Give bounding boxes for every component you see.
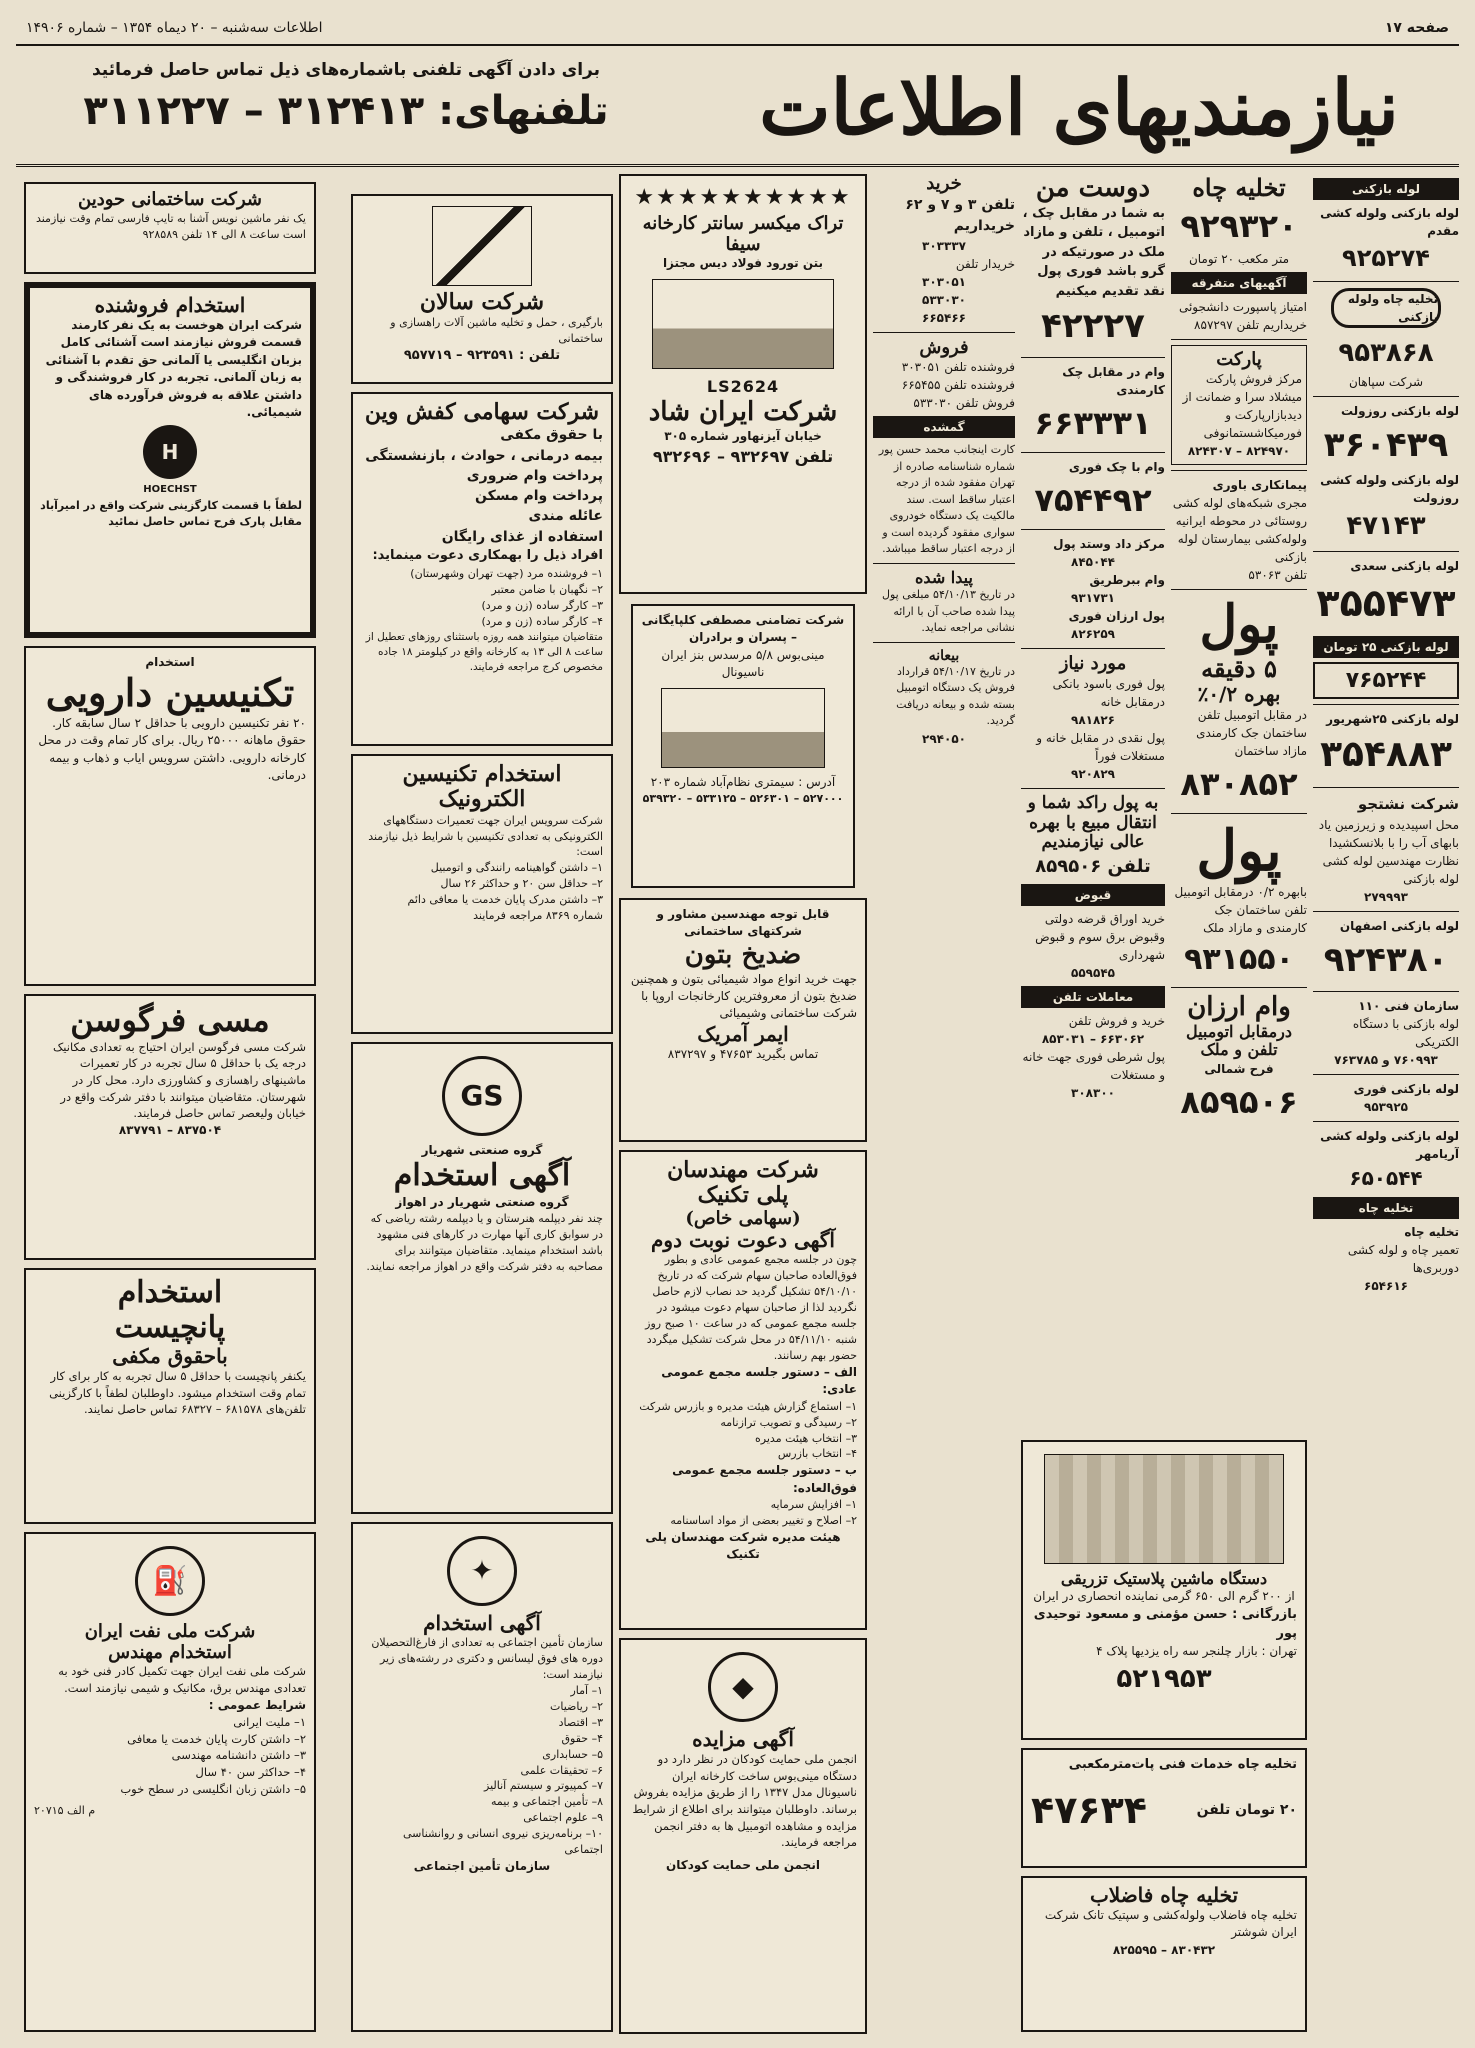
roosevelt-title: لوله بازکنی روزولت (1340, 404, 1459, 418)
pit1-phone: ۹۲۹۳۲۰ (1180, 206, 1298, 245)
agenda-item: ۲– اصلاح و تغییر بعضی از مواد اساسنامه (670, 1514, 857, 1528)
shahryar-sub: گروه صنعتی شهریار در اهواز (395, 1194, 569, 1209)
crane-ad (351, 194, 613, 384)
fanni-phone: ۷۶۰۹۹۳ و ۷۶۳۷۸۵ (1334, 1052, 1438, 1067)
roosevelt-phone: ۳۶۰۴۳۹ (1323, 425, 1449, 465)
masthead-rule (16, 164, 1459, 167)
sales-foot: لطفاً با قسمت کارگزینی شرکت واقع در امیرآباد مقابل پارک فرح تماس حاصل نمائید (40, 498, 302, 528)
shoe-note: متقاضیان میتوانند همه روزه باستثنای روزهای تعطیل از ساعت ۸ الی ۱۳ به کارخانه واقع در کیلومتر ۱۸ جاده مخصوص کرج مراجعه فرمایند. (365, 630, 603, 674)
column-phones (873, 174, 1015, 1594)
lost-body: کارت اینجانب محمد حسن پور شماره شناسنامه صادره از تهران مفقود شده از درجه اعتبار ساقط است. سند مالکیت یک دستگاه خودروی سواری مفقود گردیده است و از درجه اعتبار ساقط میباشد. (878, 443, 1015, 556)
hoodin-title: شرکت ساختمانی حودین (78, 189, 262, 210)
needed-body: پول فوری باسود بانکی درمقابل خانه (1052, 677, 1165, 710)
pit-phone: ۹۵۳۸۶۸ (1338, 338, 1434, 368)
mixer-sub: بتن تورود فولاد دیس مجتزا (662, 256, 824, 271)
poly-agenda1-list (629, 1399, 857, 1463)
deeds-tag: قبوض (1021, 884, 1165, 906)
idle-title: به پول راکد شما و انتقال مبیع با بهره عالی نیازمندیم (1027, 793, 1159, 853)
money2-title: پول (1196, 817, 1282, 884)
field-item: ۵– حسابداری (542, 1747, 603, 1761)
saadi-title: لوله بازکنی سعدی (1350, 559, 1459, 573)
oil-title: استخدام مهندس (108, 1641, 232, 1663)
center-phone: ۸۴۵۰۴۴ (1071, 555, 1115, 570)
agenda-item: ۴– انتخاب بازرس (777, 1447, 857, 1461)
pit1-title: تخلیه چاه (1192, 174, 1286, 202)
requirement-item: ۲– داشتن کارت پایان خدمت یا معافی (127, 1731, 306, 1746)
tech-title: استخدام تکنیسین الکترونیک (402, 761, 562, 813)
oil-req: شرایط عمومی : (208, 1697, 306, 1712)
benefit-line: با حقوق مکفی (500, 427, 603, 444)
contact-phones: تلفنهای: ۳۱۲۴۱۳ – ۳۱۱۲۲۷ (83, 88, 609, 134)
column-loans-b (1021, 174, 1165, 1434)
parquet-phones: ۸۲۴۹۷۰ – ۸۲۴۳۰۷ (1187, 444, 1291, 459)
social-emblem: ✦ (447, 1536, 517, 1606)
benefit-line: پرداخت وام مسکن (474, 488, 603, 505)
mixer-ad (619, 174, 867, 594)
shoe-title: شرکت سهامی کفش وین (364, 399, 600, 425)
buy3-phone: ۵۳۳۰۳۰ (922, 292, 966, 307)
pitservice-phone: ۴۷۶۳۴ (1031, 1787, 1147, 1832)
isfahan-phone: ۹۲۴۳۸۰ (1323, 939, 1449, 980)
isfahan-title: لوله بازکنی اصفهان (1339, 918, 1459, 933)
loan-note: فرح شمالی (1204, 1061, 1274, 1076)
well-body: تعمیر چاه و لوله کشی دوربری‌ها (1347, 1242, 1459, 1275)
mixer-address: خیابان آیزنهاور شماره ۳۰۵ (664, 428, 822, 443)
agenda-item: ۱– افزایش سرمایه (770, 1498, 857, 1512)
tehran-phone: ۷۶۵۲۴۴ (1313, 662, 1459, 699)
pit-note: شرکت سپاهان (1348, 375, 1424, 389)
field-item: ۹– علوم اجتماعی (523, 1811, 603, 1825)
crane-title: شرکت سالان (419, 289, 545, 315)
poly-title: شرکت مهندسان (667, 1157, 819, 1183)
mixer-image (652, 279, 834, 369)
fouri-title: لوله بازکنی فوری (1353, 1081, 1459, 1096)
sell1: فروشنده تلفن ۳۰۳۰۵۱ (901, 360, 1015, 375)
requirement-item: ۵– داشتن زبان انگلیسی در سطح خوب (120, 1781, 306, 1796)
sales-title: استخدام فروشنده (94, 293, 246, 317)
phone2-phone: ۳۰۸۳۰۰ (1071, 1085, 1115, 1100)
deeds-body: خرید اوراق قرضه دولتی وقبوض برق سوم و قبوض شهرداری (1035, 911, 1165, 962)
bus-address: آدرس : سیمتری نظام‌آباد شماره ۲۰۳ (650, 774, 836, 789)
column-pipes (1313, 174, 1459, 1624)
bus-ad (631, 604, 855, 888)
bus-body: مینی‌بوس ۵/۸ مرسدس بنز ایران ناسیونال (661, 647, 825, 680)
hoechst-ad (24, 282, 316, 638)
crane-phone: تلفن : ۹۲۳۵۹۱ – ۹۵۷۷۱۹ (403, 348, 561, 364)
fouri-loan-phone: ۷۵۴۴۹۲ (1034, 481, 1152, 520)
poly-agenda2: ب – دستور جلسه مجمع عمومی فوق‌العاده: (672, 1463, 857, 1495)
shahryar-brand: گروه صنعتی شهریار (421, 1143, 543, 1157)
phone-tag: معاملات تلفن (1021, 986, 1165, 1008)
concrete-phone: تماس بگیرید ۴۷۶۵۳ و ۸۳۷۲۹۷ (667, 1046, 819, 1061)
mixer-dealer: شرکت ایران شاد (648, 396, 838, 427)
loan-phone: ۸۵۹۵۰۶ (1180, 1082, 1298, 1121)
sales-brand: HOECHST (143, 484, 197, 496)
concrete-body: جهت خرید انواع مواد شیمیائی بتون و همچنین ضدیخ بتون از معروفترین کارخانجات اروپا با شرکت ساختمانی وشیمیائی (630, 971, 857, 1021)
field-item: ۷– کمپیوتر و سیستم آنالیز (484, 1779, 603, 1793)
tech-ad (351, 754, 613, 1034)
money2-body: بابهره ۰/۲ درمقابل اتومبیل تلفن ساختمان جک کارمندی و مازاد ملک (1174, 885, 1307, 936)
field-item: ۴– حقوق (561, 1731, 603, 1745)
poly-body: چون در جلسه مجمع عمومی عادی و بطور فوق‌العاده صاحبان سهام شرکت که در تاریخ ۵۴/۱۰/۱۰ تشکیل گردید حد نصاب لازم حاصل نگردید لذا از صاحبان سهام دعوت میشود در جلسه مجمع عمومی که در ساعت ۱۰ صبح روز شنبه ۵۴/۱۱/۱۰ در محل شرکت تشکیل میگردد حضور بهم رسانند. (645, 1253, 857, 1362)
shahryar-ad (351, 1042, 613, 1514)
machine-address: تهران : بازار چلنجر سه راه یزدیها پلاک ۴ (1096, 1644, 1297, 1659)
misc-tag: آگهیهای متفرقه (1171, 272, 1307, 294)
lowrate-title: وام ببرطریق (1089, 573, 1165, 588)
cheque-title: وام در مقابل چک کارمندی (1062, 365, 1165, 398)
cheap-title: پول ارزان فوری (1068, 609, 1165, 624)
social-body: سازمان تأمین اجتماعی به تعدادی از فارغ‌التحصیلان دوره های فوق لیسانس و دکتری در رشته‌های زیر نیازمند است: (371, 1636, 603, 1681)
shoe-call: افراد ذیل را بهمکاری دعوت مینماید: (372, 548, 603, 564)
concrete-brand: ایمر آمریک (697, 1021, 789, 1046)
loan-body: درمقابل اتومبیل تلفن و ملک (1185, 1021, 1293, 1060)
benefit-line: استفاده از غذای رایگان (441, 528, 603, 545)
column-loans-a (1171, 174, 1307, 1284)
oil-items (34, 1714, 306, 1797)
phone2-body: پول شرطی فوری جهت خانه و مستغلات (1022, 1049, 1165, 1082)
buy4-phone: ۶۶۵۴۶۶ (922, 310, 966, 325)
page-number: صفحه ۱۷ (1384, 20, 1449, 36)
field-item: ۳– اقتصاد (558, 1715, 603, 1729)
parquet-body: مرکز فروش پارکت میشلاد سرا و ضمانت از دیدبازارپارکت و فورمیکاشستمانوفی (1182, 372, 1302, 441)
crane-image (432, 206, 532, 286)
pharma-ad (24, 646, 316, 986)
social-ad (351, 1522, 613, 2032)
buy2-phone: ۳۰۳۰۵۱ (922, 274, 966, 289)
well-phone: ۶۵۴۶۱۶ (1364, 1278, 1408, 1293)
machine-ad (1021, 1440, 1307, 1740)
concrete-ad (619, 898, 867, 1142)
shahrivar-phone: ۳۵۴۸۸۳ (1320, 734, 1452, 775)
money-phone: ۸۳۰۸۵۲ (1180, 764, 1298, 803)
benefit-line: عائله مندی (528, 508, 603, 525)
field-item: ۸– تأمین اجتماعی و بیمه (491, 1795, 603, 1809)
job-item: ۲– نگهبان با ضامن معتبر (491, 582, 603, 596)
contact-line: برای دادن آگهی تلفنی باشماره‌های ذیل تماس حاصل فرمائید (91, 60, 601, 80)
massey-phone: ۸۳۷۵۰۴ – ۸۳۷۷۹۱ (118, 1123, 222, 1138)
student-phone: ۲۷۹۹۹۳ (1364, 889, 1408, 904)
punch-ad (24, 1268, 316, 1524)
friend-phone: ۴۲۲۲۷ (1041, 306, 1145, 347)
pitservice-price: ۲۰ تومان تلفن (1196, 1802, 1297, 1819)
tech-items (361, 860, 603, 908)
pit-badge: تخلیه چاه ولوله بازکنی (1331, 288, 1441, 328)
lowrate-phone: ۹۳۱۷۳۱ (1071, 591, 1115, 606)
concrete-head: قابل توجه مهندسین مشاور و شرکتهای ساختمانی (656, 907, 830, 939)
crane-body: بارگیری ، حمل و تخلیه ماشین آلات راهسازی و ساختمانی (390, 316, 603, 346)
phone-phones: ۶۶۳۰۶۲ – ۸۵۳۰۳۱ (1041, 1031, 1145, 1046)
center-title: مرکز داد وستد پول (1053, 537, 1165, 552)
requirement-item: ۲– حداقل سن ۲۰ و حداکثر ۲۶ سال (440, 877, 603, 891)
needed-title: مورد نیاز (1059, 653, 1127, 675)
massey-ad (24, 994, 316, 1260)
fouri-loan-title: وام با چک فوری (1068, 460, 1165, 475)
oil-body: شرکت ملی نفت ایران جهت تکمیل کادر فنی خود به تعدادی مهندس برق، مکانیک و شیمی نیازمند است. (58, 1664, 306, 1696)
found-body: در تاریخ ۵۴/۱۰/۱۳ مبلغی پول پیدا شده صاحب آن با ارائه نشانی مراجعه نماید. (881, 588, 1015, 635)
punch-body: یکنفر پانچیست با حداقل ۵ سال تجربه به کار برای کار تمام وقت استخدام میشود. داوطلبان لطفاً با کارگزینی تلفن‌های ۶۸۱۵۷۸ – ۶۸۳۲۷ تماس حاصل نمایند. (49, 1369, 306, 1417)
polytechnic-ad (619, 1150, 867, 1630)
field-item: ۱– آمار (570, 1683, 603, 1697)
social-sign: سازمان تأمین اجتماعی (413, 1859, 551, 1874)
pharma-head: استخدام (145, 655, 195, 669)
notice-tag: بیعانه (928, 647, 960, 664)
mixer-model: LS2624 (706, 376, 780, 396)
well-title: تخلیه چاه (1404, 1224, 1459, 1239)
hoodin-ad (24, 182, 316, 274)
page-header (16, 12, 1459, 46)
auction-ad (619, 1638, 867, 2034)
oil-sign: م الف ۲۰۷۱۵ (34, 1804, 96, 1818)
bus-image (661, 688, 824, 768)
aryamehr-title: لوله بازکنی ولوله کشی آریامهر (1320, 1128, 1459, 1161)
poly-agenda1: الف – دستور جلسه مجمع عمومی عادی: (661, 1364, 857, 1397)
requirement-item: ۳– داشتن مدرک پایان خدمت یا معافی دائم (407, 893, 603, 907)
shahryar-logo: GS (442, 1056, 522, 1136)
oil-emblem: ⛽ (135, 1546, 205, 1616)
poly-head: آگهی دعوت نوبت دوم (651, 1228, 835, 1253)
misc-ad: امتیاز پاسپورت دانشجوئی خریداریم تلفن ۸۵۷۲۹۷ (1178, 299, 1307, 332)
sewer-title: تخلیه چاه فاضلاب (1089, 1883, 1239, 1907)
sell3: فروش تلفن ۵۳۳۰۳۰ (913, 396, 1015, 411)
mixer-stars: ★★★★★★★★★★ (634, 185, 852, 210)
agenda-item: ۳– انتخاب هیئت مدیره (755, 1431, 857, 1445)
found-tag: پیدا شده (915, 567, 973, 587)
friend-title: دوست من (1035, 174, 1151, 203)
machine-agents: بازرگانی : حسن مؤمنی و مسعود توحیدی پور (1033, 1606, 1297, 1641)
sales-body: شرکت ایران هوخست به یک نفر کارمند قسمت فروش نیازمند است آشنائی کامل بزبان انگلیسی یا آلمانی حق تقدم با آشنائی به زبان آلمانی. تجربه در کار فروشندگی و داشتن علاقه به فروش فرآورده های شیمیائی. (45, 318, 302, 419)
buy-head: خرید (926, 174, 962, 194)
notice-body: در تاریخ ۵۴/۱۰/۱۷ قرارداد فروش یک دستگاه اتومبیل بسته شده و بیعانه دریافت گردید. (896, 664, 1015, 728)
field-item: ۱۰– برنامه‌ریزی نیروی انسانی و روانشناسی اجتماعی (402, 1827, 603, 1857)
hoechst-logo: H (143, 425, 197, 479)
field-item: ۶– تحقیقات علمی (520, 1763, 603, 1777)
shoe-items (361, 566, 603, 630)
tech-phone: شماره ۸۳۶۹ مراجعه فرمایند (473, 909, 603, 923)
job-item: ۳– کارگر ساده (زن و مرد) (481, 598, 603, 612)
shahryar-body: چند نفر دیپلمه هنرستان و یا دیپلمه رشته ریاضی که در سوابق کاری آنها مهارت در کارهای فنی مشهود باشد استخدام مینماید. متقاضیان میتوانند برای مصاحبه به دفتر شرکت واقع در اهواز مراجعه نمایند. (366, 1212, 603, 1274)
cheque-phone: ۶۶۳۳۳۱ (1034, 404, 1152, 443)
massey-body: شرکت مسی فرگوسن ایران احتیاج به تعدادی مکانیک درجه یک با حداقل ۵ سال تجربه در کار تعمیرات ماشینهای راهسازی و کشاورزی دارد. محل کار در شهرستان. متقاضیان میتوانند با دفتر شرکت واقع در خیابان ولیعصر تماس حاصل فرمایند. (53, 1039, 306, 1121)
tech-body: شرکت سرویس ایران جهت تعمیرات دستگاههای الکترونیکی به تعدادی تکنیسین با شرایط ذیل نیازمند است: (368, 813, 603, 859)
buy2-text: خریدار تلفن (955, 256, 1015, 271)
shahryar-title: آگهی استخدام (393, 1158, 571, 1194)
child-protection-emblem: ◆ (708, 1652, 778, 1722)
sewer-ad (1021, 1876, 1307, 2032)
poly-type: (سهامی خاص) (685, 1207, 801, 1229)
masthead-title: نیازمندیهای اطلاعات (759, 62, 1399, 152)
social-items (361, 1683, 603, 1858)
agenda-item: ۱– استماع گزارش هیئت مدیره و بازرس شرکت (639, 1399, 857, 1413)
concrete-title: ضدیخ بتون (684, 939, 802, 970)
cheque2-body: پول نقدی در مقابل خانه و مستغلات فوراً (1036, 731, 1165, 764)
sell-head: فروش (919, 336, 969, 358)
auction-title: آگهی مزایده (692, 1727, 794, 1751)
pipe-phone: ۹۲۵۲۷۴ (1342, 244, 1430, 272)
pit1-note: متر مکعب ۲۰ تومان (1188, 251, 1290, 266)
poly-agenda2-list (629, 1497, 857, 1529)
shoe-ad (351, 392, 613, 746)
job-item: ۴– کارگر ساده (زن و مرد) (481, 614, 603, 628)
fanni-body: لوله بازکنی با دستگاه الکتریکی (1352, 1016, 1459, 1049)
pharma-title: تکنیسین دارویی (45, 670, 295, 716)
notice-phone: ۲۹۴۰۵۰ (922, 731, 966, 746)
sewer-body: تخلیه چاه فاضلاب ولوله‌کشی و سپتیک تانک شرکت ایران شوشتر (1044, 1908, 1297, 1940)
pipe-title: لوله بازکنی ولوله کشی مقدم (1320, 206, 1459, 238)
oil-brand: شرکت ملی نفت ایران (84, 1621, 256, 1642)
contact-block (26, 60, 666, 160)
bus-title: شرکت تضامنی مصطفی کلپایگانی – پسران و برادران (641, 613, 845, 645)
saadi-phone: ۳۵۵۴۷۳ (1316, 581, 1456, 625)
money-rate: بهره ۰/۲٪ (1197, 681, 1281, 706)
student-body: محل اسپیدیده و زیرزمین یاد بابهای آب را با بلانسکشیدا نظارت مهندسین لوله کشی لوله بازکنی (1318, 817, 1459, 886)
field-item: ۲– ریاضیات (549, 1699, 603, 1713)
poly-sign: هیئت مدیره شرکت مهندسان پلی تکنیک (645, 1530, 841, 1562)
contractor-title: پیمانکاری باوری (1212, 478, 1307, 493)
machine-phone: ۵۲۱۹۵۳ (1116, 1663, 1212, 1694)
mixer-title: تراک میکسر سانتر کارخانه سیفا (642, 212, 844, 255)
requirement-item: ۳– داشتن دانشنامه مهندسی (171, 1748, 306, 1763)
oil-ad (24, 1532, 316, 2032)
punch-title: پانچیست (114, 1309, 226, 1345)
cheque2-phone: ۹۲۰۸۲۹ (1071, 767, 1115, 782)
sewer-phone: ۸۳۰۴۳۲ – ۸۲۵۵۹۵ (1112, 1942, 1216, 1957)
shahrivar-title: لوله بازکنی ۲۵شهریور (1326, 712, 1459, 726)
punch-sub: باحقوق مکفی (112, 1344, 228, 1368)
friend-body: به شما در مقابل چک ، اتومبیل ، تلفن و مازاد ملک در صورتیکه در گرو باشد فوری پول نقد تقدیم میکنیم (1022, 205, 1165, 299)
newspaper-page (16, 12, 1459, 2036)
contractor-body: مجری شبکه‌های لوله کشی روستائی در محوطه ایرانیه ولوله‌کشی بیمارستان لوله بازکنی (1172, 496, 1307, 565)
money-title: پول (1199, 594, 1279, 656)
pitservice-title: تخلیه چاه خدمات فنی پات‌مترمکعبی (1068, 1757, 1297, 1772)
cheap-phone: ۸۲۶۲۵۹ (1071, 627, 1115, 642)
machine-image (1044, 1454, 1283, 1564)
shoe-benefits (361, 425, 603, 547)
auction-body: انجمن ملی حمایت کودکان در نظر دارد دو دستگاه مینی‌بوس ساخت کارخانه ایران ناسیونال مدل ۱۳۴۷ را از طریق مزایده بفروش برساند. داوطلبان میتوانند برای اطلاع از شرایط مزایده و مشاهده اتومبیل ها به دفتر انجمن مراجعه فرمایند. (632, 1752, 857, 1850)
machine-title: دستگاه ماشین پلاستیک تزریقی (1060, 1569, 1268, 1588)
auction-sign: انجمن ملی حمایت کودکان (666, 1858, 820, 1873)
bus-phone: ۵۲۷۰۰۰ – ۵۲۶۳۰۱ – ۵۳۳۱۲۵ – ۵۳۹۳۲۰ (642, 791, 844, 805)
money2-phone: ۹۳۱۵۵۰ (1184, 942, 1294, 978)
machine-body: از ۲۰۰ گرم الی ۶۵۰ گرمی نماینده انحصاری در ایران (1033, 1589, 1295, 1604)
punch-head: استخدام (117, 1275, 223, 1310)
pitservice-ad (1021, 1748, 1307, 1868)
hoodin-body: یک نفر ماشین نویس آشنا به تایپ فارسی تمام وقت نیازمند است ساعت ۸ الی ۱۴ تلفن ۹۲۸۵۸۹ (35, 211, 306, 241)
parquet-ad (1171, 345, 1307, 466)
phone-body: خرید و فروش تلفن (1068, 1013, 1165, 1028)
massey-title: مسی فرگوسن (70, 1001, 270, 1039)
needed-phone: ۹۸۱۸۲۶ (1071, 713, 1115, 728)
mixer-phone: تلفن ۹۳۲۶۹۷ – ۹۳۲۶۹۶ (652, 447, 834, 467)
buy1-text: تلفن ۳ و ۷ و ۶۲ خریداریم (905, 196, 1015, 234)
student-title: شرکت نشتجو (1357, 795, 1459, 813)
requirement-item: ۴– حداکثر سن ۴۰ سال (195, 1765, 306, 1780)
requirement-item: ۱– داشتن گواهینامه رانندگی و اتومبیل (430, 861, 603, 875)
job-item: ۱– فروشنده مرد (جهت تهران وشهرستان) (410, 566, 603, 580)
roosevelt2-title: لوله بازکنی ولوله کشی روزولت (1320, 473, 1459, 505)
issue-line: اطلاعات سه‌شنبه – ۲۰ دیماه ۱۳۵۴ – شماره ۱۴۹۰۶ (26, 20, 323, 36)
well-tag: تخلیه چاه (1313, 1197, 1459, 1219)
aryamehr-phone: ۶۵۰۵۴۴ (1349, 1165, 1423, 1190)
buy1-phone: ۳۰۳۳۳۷ (922, 238, 966, 253)
deeds-phone: ۵۵۹۵۴۵ (1071, 965, 1115, 980)
requirement-item: ۱– ملیت ایرانی (233, 1715, 306, 1730)
fanni-title: سازمان فنی ۱۱۰ (1358, 998, 1459, 1013)
pipe-tag: لوله بازکنی (1313, 178, 1459, 200)
benefit-line: بیمه درمانی ، حوادث ، بازنشستگی (365, 447, 603, 464)
sell2: فروشنده تلفن ۶۶۵۴۵۵ (901, 378, 1015, 393)
contractor-phone: تلفن ۵۳۰۶۳ (1248, 568, 1307, 583)
pharma-body: ۲۰ نفر تکنیسین دارویی با حداقل ۲ سال سابقه کار. حقوق ماهانه ۲۵۰۰۰ ریال. برای کار تمام وقت در محل کارخانه دارویی. داشتن سرویس ایاب و ذهاب و بیمه درمانی. (38, 716, 306, 783)
idle-phone: تلفن ۸۵۹۵۰۶ (1035, 855, 1151, 877)
roosevelt2-phone: ۴۷۱۴۳ (1346, 511, 1426, 541)
lost-tag: گمشده (873, 416, 1015, 438)
money-body: در مقابل اتومبیل تلفن ساختمان جک کارمندی مازاد ساختمان (1196, 707, 1307, 758)
benefit-line: پرداخت وام ضروری (466, 467, 603, 484)
fouri-phone: ۹۵۳۹۲۵ (1364, 1099, 1408, 1114)
money-sub: ۵ دقیقه (1201, 654, 1277, 684)
loan-title: وام ارزان (1187, 992, 1291, 1023)
tehran-tag: لوله بازکنی ۲۵ تومان (1313, 636, 1459, 658)
agenda-item: ۲– رسیدگی و تصویب ترازنامه (720, 1415, 857, 1429)
parquet-title: پارکت (1216, 348, 1262, 370)
social-title: آگهی استخدام (423, 1611, 541, 1635)
poly-name: پلی تکنیک (697, 1182, 789, 1209)
